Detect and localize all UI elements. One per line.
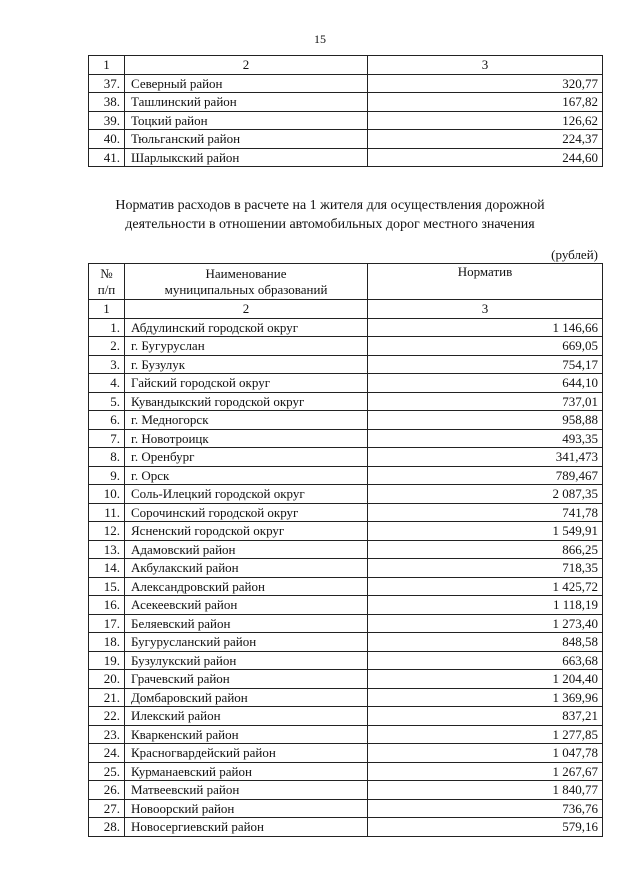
row-number: 18.	[89, 633, 125, 652]
row-name: Беляевский район	[125, 614, 368, 633]
table-row	[89, 799, 603, 818]
row-number: 27.	[89, 799, 125, 818]
row-value: 866,25	[368, 540, 603, 559]
row-number: 23.	[89, 725, 125, 744]
row-name: Северный район	[125, 74, 368, 93]
row-value: 1 267,67	[368, 762, 603, 781]
row-name: Асекеевский район	[125, 596, 368, 615]
row-name: Ясненский городской округ	[125, 522, 368, 541]
row-number: 12.	[89, 522, 125, 541]
table-header-row	[89, 56, 603, 75]
row-number: 7.	[89, 429, 125, 448]
row-name: Александровский район	[125, 577, 368, 596]
table-row	[89, 651, 603, 670]
row-value: 1 277,85	[368, 725, 603, 744]
row-name: Адамовский район	[125, 540, 368, 559]
row-number: 16.	[89, 596, 125, 615]
row-value: 244,60	[368, 148, 603, 167]
table-row	[89, 670, 603, 689]
table-row	[89, 485, 603, 504]
row-value: 669,05	[368, 337, 603, 356]
row-name: Бузулукский район	[125, 651, 368, 670]
row-number: 40.	[89, 130, 125, 149]
table-row	[89, 540, 603, 559]
table-row	[89, 466, 603, 485]
table-row	[89, 596, 603, 615]
row-name: Матвеевский район	[125, 781, 368, 800]
row-number: 17.	[89, 614, 125, 633]
header-cell: 2	[125, 56, 368, 75]
table-row	[89, 503, 603, 522]
table-row	[89, 374, 603, 393]
row-number: 13.	[89, 540, 125, 559]
header-col-name: Наименование муниципальных образований	[125, 264, 368, 300]
row-value: 1 549,91	[368, 522, 603, 541]
table-row	[89, 577, 603, 596]
row-name: г. Орск	[125, 466, 368, 485]
row-name: Акбулакский район	[125, 559, 368, 578]
row-name: Тюльганский район	[125, 130, 368, 149]
row-name: Абдулинский городской округ	[125, 318, 368, 337]
table-row	[89, 781, 603, 800]
table-row	[89, 448, 603, 467]
row-value: 754,17	[368, 355, 603, 374]
row-name: г. Бугуруслан	[125, 337, 368, 356]
row-name: Ташлинский район	[125, 93, 368, 112]
row-name: Бугурусланский район	[125, 633, 368, 652]
row-value: 741,78	[368, 503, 603, 522]
row-number: 25.	[89, 762, 125, 781]
row-name: Кувандыкский городской округ	[125, 392, 368, 411]
header-cell: 1	[89, 56, 125, 75]
table-numbering-row	[89, 300, 603, 319]
row-name: г. Оренбург	[125, 448, 368, 467]
row-name: Соль-Илецкий городской округ	[125, 485, 368, 504]
table-row	[89, 93, 603, 112]
numbering-cell: 1	[89, 300, 125, 319]
row-value: 1 425,72	[368, 577, 603, 596]
table-row	[89, 411, 603, 430]
row-value: 737,01	[368, 392, 603, 411]
row-value: 224,37	[368, 130, 603, 149]
table-row	[89, 392, 603, 411]
table-row	[89, 429, 603, 448]
row-name: Грачевский район	[125, 670, 368, 689]
row-value: 644,10	[368, 374, 603, 393]
table-row	[89, 318, 603, 337]
row-name: г. Новотроицк	[125, 429, 368, 448]
row-name: Тоцкий район	[125, 111, 368, 130]
table-row	[89, 688, 603, 707]
row-number: 2.	[89, 337, 125, 356]
row-number: 28.	[89, 818, 125, 837]
row-number: 9.	[89, 466, 125, 485]
table-row	[89, 744, 603, 763]
row-number: 21.	[89, 688, 125, 707]
row-value: 718,35	[368, 559, 603, 578]
row-value: 789,467	[368, 466, 603, 485]
row-name: г. Медногорск	[125, 411, 368, 430]
row-value: 579,16	[368, 818, 603, 837]
row-number: 1.	[89, 318, 125, 337]
table-row	[89, 633, 603, 652]
row-number: 22.	[89, 707, 125, 726]
table-row	[89, 725, 603, 744]
row-name: Новоорский район	[125, 799, 368, 818]
row-value: 1 118,19	[368, 596, 603, 615]
row-value: 958,88	[368, 411, 603, 430]
header-col-number: № п/п	[89, 264, 125, 300]
page-number: 15	[314, 32, 326, 46]
table-row	[89, 74, 603, 93]
row-number: 39.	[89, 111, 125, 130]
numbering-cell: 3	[368, 300, 603, 319]
row-number: 38.	[89, 93, 125, 112]
table-header-row	[89, 264, 603, 300]
row-number: 14.	[89, 559, 125, 578]
table-row	[89, 559, 603, 578]
row-number: 8.	[89, 448, 125, 467]
header-cell: 3	[368, 56, 603, 75]
row-number: 19.	[89, 651, 125, 670]
row-number: 5.	[89, 392, 125, 411]
row-value: 167,82	[368, 93, 603, 112]
section-title	[60, 196, 600, 234]
table-row	[89, 355, 603, 374]
row-name: Домбаровский район	[125, 688, 368, 707]
norms-table	[88, 263, 603, 837]
row-number: 15.	[89, 577, 125, 596]
table-row	[89, 522, 603, 541]
table-row	[89, 614, 603, 633]
table-row	[89, 148, 603, 167]
row-value: 1 204,40	[368, 670, 603, 689]
row-number: 3.	[89, 355, 125, 374]
norms-table-body	[89, 318, 603, 836]
row-value: 1 146,66	[368, 318, 603, 337]
table-row	[89, 130, 603, 149]
row-name: Красногвардейский район	[125, 744, 368, 763]
row-name: Сорочинский городской округ	[125, 503, 368, 522]
table-row	[89, 818, 603, 837]
table-row	[89, 762, 603, 781]
row-value: 341,473	[368, 448, 603, 467]
row-value: 837,21	[368, 707, 603, 726]
row-name: г. Бузулук	[125, 355, 368, 374]
row-number: 11.	[89, 503, 125, 522]
row-name: Курманаевский район	[125, 762, 368, 781]
row-number: 37.	[89, 74, 125, 93]
row-name: Илекский район	[125, 707, 368, 726]
row-number: 41.	[89, 148, 125, 167]
row-value: 493,35	[368, 429, 603, 448]
row-name: Кваркенский район	[125, 725, 368, 744]
row-value: 663,68	[368, 651, 603, 670]
header-col-value: Норматив	[368, 264, 603, 300]
table-continuation	[88, 55, 603, 167]
row-number: 6.	[89, 411, 125, 430]
row-number: 4.	[89, 374, 125, 393]
row-name: Новосергиевский район	[125, 818, 368, 837]
row-value: 320,77	[368, 74, 603, 93]
numbering-cell: 2	[125, 300, 368, 319]
row-number: 20.	[89, 670, 125, 689]
row-value: 1 840,77	[368, 781, 603, 800]
row-number: 26.	[89, 781, 125, 800]
table-row	[89, 707, 603, 726]
row-value: 1 369,96	[368, 688, 603, 707]
row-value: 126,62	[368, 111, 603, 130]
row-value: 2 087,35	[368, 485, 603, 504]
units-label: (рублей)	[551, 247, 598, 262]
row-number: 24.	[89, 744, 125, 763]
row-value: 1 047,78	[368, 744, 603, 763]
row-value: 848,58	[368, 633, 603, 652]
section-title-line: Норматив расходов в расчете на 1 жителя для осуществления дорожной	[115, 198, 545, 213]
table-row	[89, 337, 603, 356]
section-title-line: деятельности в отношении автомобильных дорог местного значения	[125, 217, 535, 232]
row-name: Шарлыкский район	[125, 148, 368, 167]
row-value: 1 273,40	[368, 614, 603, 633]
row-number: 10.	[89, 485, 125, 504]
row-value: 736,76	[368, 799, 603, 818]
row-name: Гайский городской округ	[125, 374, 368, 393]
table-row	[89, 111, 603, 130]
